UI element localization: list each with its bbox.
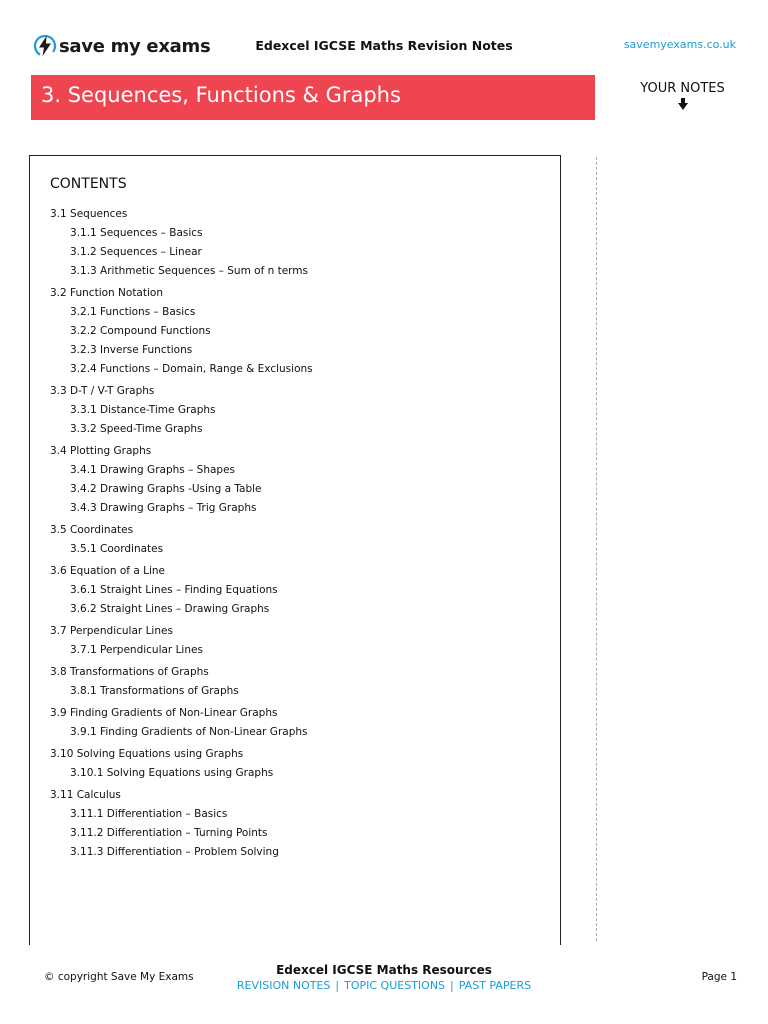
toc-subsection-item[interactable]: 3.11.2 Differentiation – Turning Points bbox=[70, 827, 268, 839]
footer-title: Edexcel IGCSE Maths Resources bbox=[276, 963, 492, 977]
toc-section bbox=[50, 746, 550, 781]
toc-section-title[interactable]: 3.7 Perpendicular Lines bbox=[50, 625, 173, 637]
toc-subsection-item[interactable]: 3.11.1 Differentiation – Basics bbox=[70, 808, 228, 820]
toc-section bbox=[50, 443, 550, 516]
toc-subsection-item[interactable]: 3.4.2 Drawing Graphs -Using a Table bbox=[70, 483, 262, 495]
toc-subsection-item[interactable]: 3.10.1 Solving Equations using Graphs bbox=[70, 767, 274, 779]
footer-links bbox=[0, 979, 768, 992]
toc-subsection-item[interactable]: 3.8.1 Transformations of Graphs bbox=[70, 685, 239, 697]
link-separator: | bbox=[335, 979, 340, 992]
your-notes-text: YOUR NOTES bbox=[640, 81, 725, 96]
toc-section-title[interactable]: 3.3 D-T / V-T Graphs bbox=[50, 385, 155, 397]
revision-notes-link[interactable]: REVISION NOTES bbox=[236, 979, 331, 992]
toc-subsection-item[interactable]: 3.6.1 Straight Lines – Finding Equations bbox=[70, 584, 278, 596]
toc-section bbox=[50, 522, 550, 557]
toc-subsection-item[interactable]: 3.6.2 Straight Lines – Drawing Graphs bbox=[70, 603, 270, 615]
toc-section-title[interactable]: 3.2 Function Notation bbox=[50, 287, 163, 299]
toc-section-title[interactable]: 3.5 Coordinates bbox=[50, 524, 134, 536]
logo-text: save my exams bbox=[59, 35, 211, 57]
toc-subsection-item[interactable]: 3.7.1 Perpendicular Lines bbox=[70, 644, 203, 656]
toc-section bbox=[50, 623, 550, 658]
page-number: Page 1 bbox=[701, 971, 737, 983]
toc-subsection-item[interactable]: 3.1.1 Sequences – Basics bbox=[70, 227, 203, 239]
toc-section bbox=[50, 563, 550, 617]
toc-subsection-item[interactable]: 3.3.1 Distance-Time Graphs bbox=[70, 404, 216, 416]
toc-subsection-item[interactable]: 3.2.4 Functions – Domain, Range & Exclusions bbox=[70, 363, 313, 375]
page-footer bbox=[0, 955, 768, 1015]
site-url-link[interactable]: savemyexams.co.uk bbox=[623, 38, 736, 51]
toc-section-title[interactable]: 3.6 Equation of a Line bbox=[50, 565, 165, 577]
toc-section-title[interactable]: 3.10 Solving Equations using Graphs bbox=[50, 748, 244, 760]
toc-subsection-item[interactable]: 3.2.1 Functions – Basics bbox=[70, 306, 196, 318]
link-separator: | bbox=[450, 979, 454, 992]
table-of-contents bbox=[50, 206, 550, 866]
down-arrow-icon bbox=[678, 98, 688, 110]
toc-section bbox=[50, 787, 550, 860]
toc-section-title[interactable]: 3.1 Sequences bbox=[50, 208, 128, 220]
toc-subsection-item[interactable]: 3.4.3 Drawing Graphs – Trig Graphs bbox=[70, 502, 257, 514]
toc-section bbox=[50, 206, 550, 279]
copyright-text: © copyright Save My Exams bbox=[44, 971, 194, 983]
toc-section bbox=[50, 705, 550, 740]
toc-subsection-item[interactable]: 3.3.2 Speed-Time Graphs bbox=[70, 423, 203, 435]
header-title: Edexcel IGCSE Maths Revision Notes bbox=[255, 38, 513, 53]
chapter-banner bbox=[31, 75, 595, 120]
toc-subsection-item[interactable]: 3.2.2 Compound Functions bbox=[70, 325, 211, 337]
toc-subsection-item[interactable]: 3.11.3 Differentiation – Problem Solving bbox=[70, 846, 279, 858]
contents-box bbox=[29, 155, 561, 945]
toc-section bbox=[50, 383, 550, 437]
toc-section bbox=[50, 664, 550, 699]
topic-questions-link[interactable]: TOPIC QUESTIONS bbox=[344, 979, 446, 992]
toc-subsection-item[interactable]: 3.1.2 Sequences – Linear bbox=[70, 246, 202, 258]
toc-subsection-item[interactable]: 3.9.1 Finding Gradients of Non-Linear Graphs bbox=[70, 726, 308, 738]
toc-subsection-item[interactable]: 3.5.1 Coordinates bbox=[70, 543, 164, 555]
page-header bbox=[0, 0, 768, 70]
toc-subsection-item[interactable]: 3.1.3 Arithmetic Sequences – Sum of n terms bbox=[70, 265, 309, 277]
toc-section-title[interactable]: 3.4 Plotting Graphs bbox=[50, 445, 152, 457]
your-notes-label bbox=[620, 81, 745, 110]
toc-section bbox=[50, 285, 550, 377]
past-papers-link[interactable]: PAST PAPERS bbox=[458, 979, 532, 992]
toc-subsection-item[interactable]: 3.4.1 Drawing Graphs – Shapes bbox=[70, 464, 236, 476]
toc-section-title[interactable]: 3.11 Calculus bbox=[50, 789, 121, 801]
chapter-title: 3. Sequences, Functions & Graphs bbox=[41, 83, 401, 107]
contents-heading: CONTENTS bbox=[50, 176, 127, 192]
toc-subsection-item[interactable]: 3.2.3 Inverse Functions bbox=[70, 344, 193, 356]
footer-resources bbox=[0, 963, 768, 992]
toc-section-title[interactable]: 3.8 Transformations of Graphs bbox=[50, 666, 209, 678]
notes-divider bbox=[596, 157, 597, 941]
toc-section-title[interactable]: 3.9 Finding Gradients of Non-Linear Graphs bbox=[50, 707, 278, 719]
